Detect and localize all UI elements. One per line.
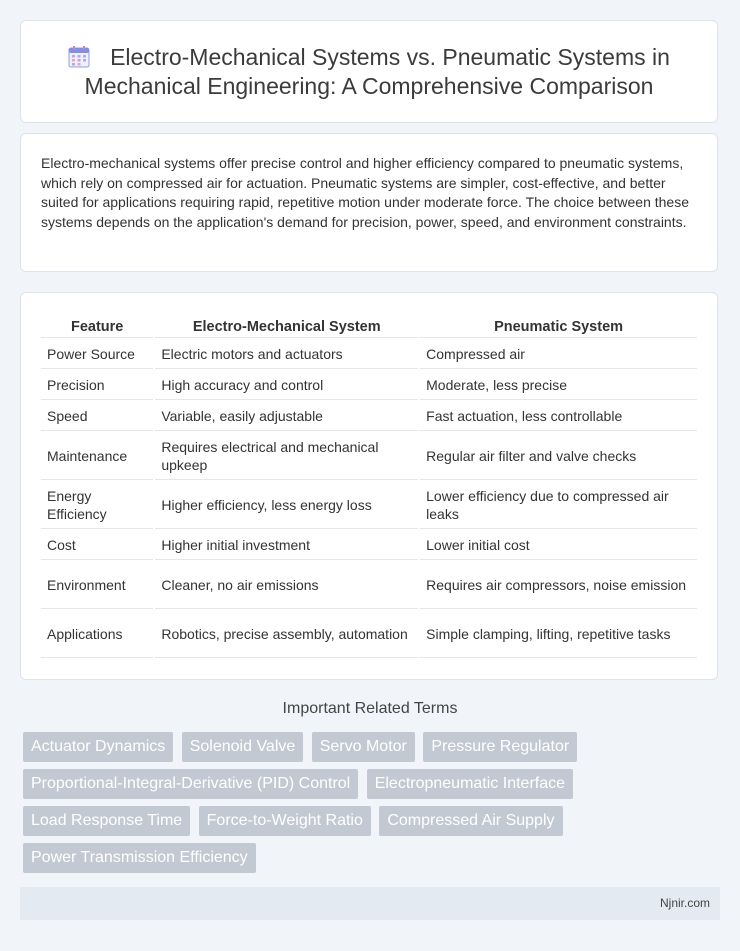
related-term-tag[interactable]: Load Response Time <box>23 806 190 836</box>
title-card <box>20 20 718 123</box>
table-row <box>41 531 697 560</box>
related-term-tag[interactable]: Proportional-Integral-Derivative (PID) Control <box>23 769 358 799</box>
table-row <box>41 611 697 658</box>
related-term-tag[interactable]: Power Transmission Efficiency <box>23 843 256 873</box>
calendar-icon <box>68 46 90 68</box>
feature-cell: Speed <box>41 402 153 431</box>
pneumatic-cell: Requires air compressors, noise emission <box>420 562 697 609</box>
related-terms-list <box>23 732 723 880</box>
table-row <box>41 562 697 609</box>
related-term-tag[interactable]: Compressed Air Supply <box>379 806 562 836</box>
page-title-text: Electro-Mechanical Systems vs. Pneumatic Systems in Mechanical Engineering: A Comprehensive Comparison <box>84 43 670 99</box>
related-term-tag[interactable]: Actuator Dynamics <box>23 732 173 762</box>
header-pneumatic: Pneumatic System <box>420 313 697 338</box>
table-row <box>41 433 697 480</box>
electro-mechanical-cell: Variable, easily adjustable <box>155 402 418 431</box>
feature-cell: Precision <box>41 371 153 400</box>
comparison-table <box>39 311 699 660</box>
related-term-tag[interactable]: Force-to-Weight Ratio <box>199 806 371 836</box>
table-row <box>41 402 697 431</box>
feature-cell: Energy Efficiency <box>41 482 153 529</box>
pneumatic-cell: Compressed air <box>420 340 697 369</box>
related-term-tag[interactable]: Pressure Regulator <box>423 732 577 762</box>
header-electro-mechanical: Electro-Mechanical System <box>155 313 418 338</box>
feature-cell: Applications <box>41 611 153 658</box>
electro-mechanical-cell: Electric motors and actuators <box>155 340 418 369</box>
footer <box>20 887 720 920</box>
related-terms-heading: Important Related Terms <box>282 700 458 717</box>
electro-mechanical-cell: Cleaner, no air emissions <box>155 562 418 609</box>
comparison-table-card <box>20 292 718 680</box>
electro-mechanical-cell: Higher efficiency, less energy loss <box>155 482 418 529</box>
table-header-row <box>41 313 697 338</box>
pneumatic-cell: Simple clamping, lifting, repetitive tasks <box>420 611 697 658</box>
related-term-tag[interactable]: Solenoid Valve <box>182 732 304 762</box>
related-term-tag[interactable]: Electropneumatic Interface <box>367 769 573 799</box>
table-row <box>41 482 697 529</box>
pneumatic-cell: Moderate, less precise <box>420 371 697 400</box>
electro-mechanical-cell: Robotics, precise assembly, automation <box>155 611 418 658</box>
related-term-tag[interactable]: Servo Motor <box>312 732 415 762</box>
feature-cell: Environment <box>41 562 153 609</box>
pneumatic-cell: Lower efficiency due to compressed air leaks <box>420 482 697 529</box>
electro-mechanical-cell: High accuracy and control <box>155 371 418 400</box>
pneumatic-cell: Lower initial cost <box>420 531 697 560</box>
pneumatic-cell: Fast actuation, less controllable <box>420 402 697 431</box>
page-title <box>49 43 689 101</box>
table-row <box>41 340 697 369</box>
pneumatic-cell: Regular air filter and valve checks <box>420 433 697 480</box>
feature-cell: Cost <box>41 531 153 560</box>
table-row <box>41 371 697 400</box>
feature-cell: Maintenance <box>41 433 153 480</box>
feature-cell: Power Source <box>41 340 153 369</box>
electro-mechanical-cell: Higher initial investment <box>155 531 418 560</box>
footer-site-link[interactable]: Njnir.com <box>659 896 710 910</box>
summary-card <box>20 133 718 272</box>
electro-mechanical-cell: Requires electrical and mechanical upkeep <box>155 433 418 480</box>
header-feature: Feature <box>41 313 153 338</box>
summary-text: Electro-mechanical systems offer precise control and higher efficiency compared to pneumatic systems, which rely on compressed air for actuation. Pneumatic systems are simpler, cost-effective, and better suited for applications requiring rapid, repetitive motion under moderate force. The choice between these systems depends on the application's demand for precision, power, speed, and environment constraints. <box>41 155 690 230</box>
